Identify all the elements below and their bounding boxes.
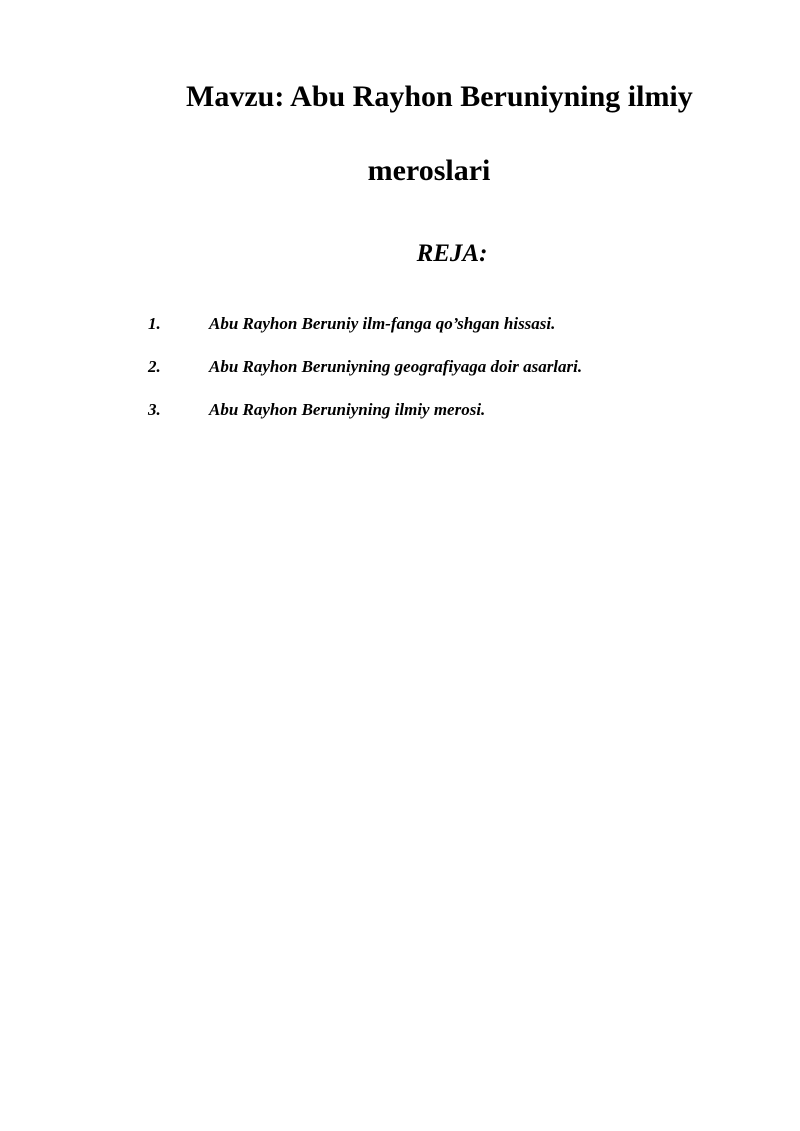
document-title-line-1: Mavzu: Abu Rayhon Beruniyning ilmiy <box>186 80 693 113</box>
plan-item-text: Abu Rayhon Beruniy ilm-fanga qo’shgan hissasi. <box>209 314 556 333</box>
plan-item-number: 2. <box>148 357 161 376</box>
plan-item-text: Abu Rayhon Beruniyning geografiyaga doir asarlari. <box>209 357 583 376</box>
document-title-line-2: meroslari <box>367 154 491 187</box>
plan-item-number: 1. <box>148 314 161 333</box>
plan-item-number: 3. <box>148 400 161 419</box>
plan-heading: REJA: <box>416 240 488 267</box>
plan-item-text: Abu Rayhon Beruniyning ilmiy merosi. <box>209 400 486 419</box>
